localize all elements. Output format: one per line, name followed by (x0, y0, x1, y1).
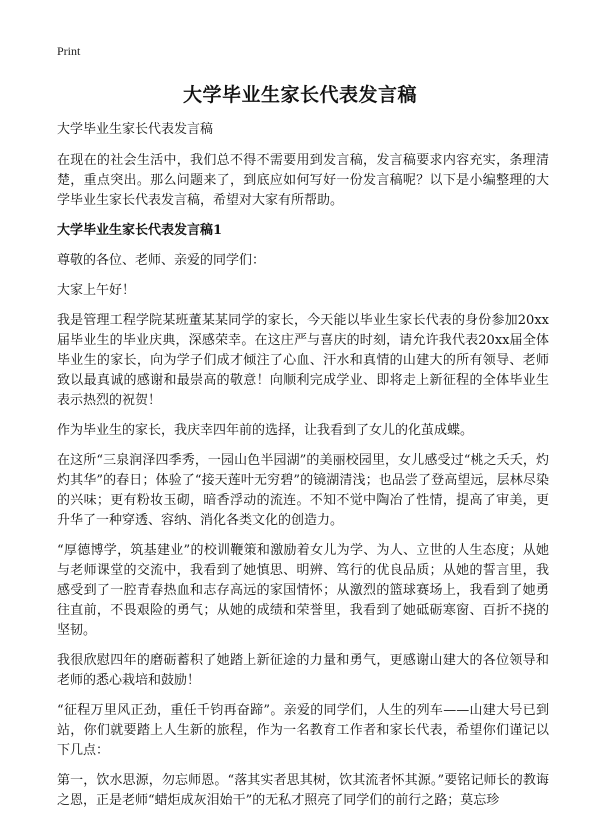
paragraph: 第一，饮水思源，勿忘师恩。“落其实者思其树，饮其流者怀其源。”要铭记师长的教诲之恩，正是老师“蜡炬成灰泪始干”的无私才照亮了同学们的前行之路；莫忘珍 (57, 773, 549, 808)
paragraph: “厚德博学，筑基建业”的校训鞭策和激励着女儿为学、为人、立世的人生态度；从她与老师课堂的交流中，我看到了她慎思、明辨、笃行的优良品质；从她的誓言里，我感受到了一腔青春热血和志存高远的家国情怀；从激烈的篮球赛场上，我看到了她勇往直前，不畏艰险的勇气；从她的成绩和荣誉里，我看到了她砥砺寒窗、百折不挠的坚韧。 (57, 543, 549, 638)
page-title: 大学毕业生家长代表发言稿 (182, 84, 417, 106)
print-link[interactable]: Print (57, 44, 81, 58)
paragraph: “征程万里风正劲，重任千钧再奋蹄”。亲爱的同学们，人生的列车——山建大号已到站，你们就要踏上人生新的旅程，作为一名教育工作者和家长代表，希望你们谨记以下几点： (57, 703, 549, 758)
paragraph: 尊敬的各位、老师、亲爱的同学们： (57, 253, 266, 268)
section-heading: 大学毕业生家长代表发言稿1 (57, 223, 223, 238)
intro-paragraph: 在现在的社会生活中，我们总不得不需要用到发言稿，发言稿要求内容充实，条理清楚，重点突出。那么问题来了，到底应如何写好一份发言稿呢？以下是小编整理的大学毕业生家长代表发言稿，希望对大家有所帮助。 (57, 153, 549, 208)
paragraph: 作为毕业生的家长，我庆幸四年前的选择，让我看到了女儿的化茧成蝶。 (57, 423, 474, 438)
article-subtitle: 大学毕业生家长代表发言稿 (57, 122, 214, 137)
paragraph: 在这所“三泉润泽四季秀，一园山色半园湖”的美丽校园里，女儿感受过“桃之夭夭，灼灼其华”的春日；体验了“接天莲叶无穷碧”的镜湖清浅；也品尝了登高望远，层林尽染的兴味；更有粉妆玉砌，暗香浮动的流连。不知不觉中陶冶了性情，提高了审美，更升华了一种穿透、容纳、消化各类文化的创造力。 (57, 453, 549, 528)
paragraph: 我很欣慰四年的磨砺蓄积了她踏上新征途的力量和勇气，更感谢山建大的各位领导和老师的悉心栽培和鼓励！ (57, 653, 549, 688)
paragraph: 大家上午好！ (57, 283, 136, 298)
article-body (57, 120, 549, 821)
paragraph: 我是管理工程学院某班董某某同学的家长，今天能以毕业生家长代表的身份参加20xx届毕业生的毕业庆典，深感荣幸。在这庄严与喜庆的时刻，请允许我代表20xx届全体毕业生的家长，向为学子们成才倾注了心血、汗水和真情的山建大的所有领导、老师致以最真诚的感谢和最崇高的敬意！向顺利完成学业、即将走上新征程的全体毕业生表示热烈的祝贺！ (57, 313, 549, 408)
